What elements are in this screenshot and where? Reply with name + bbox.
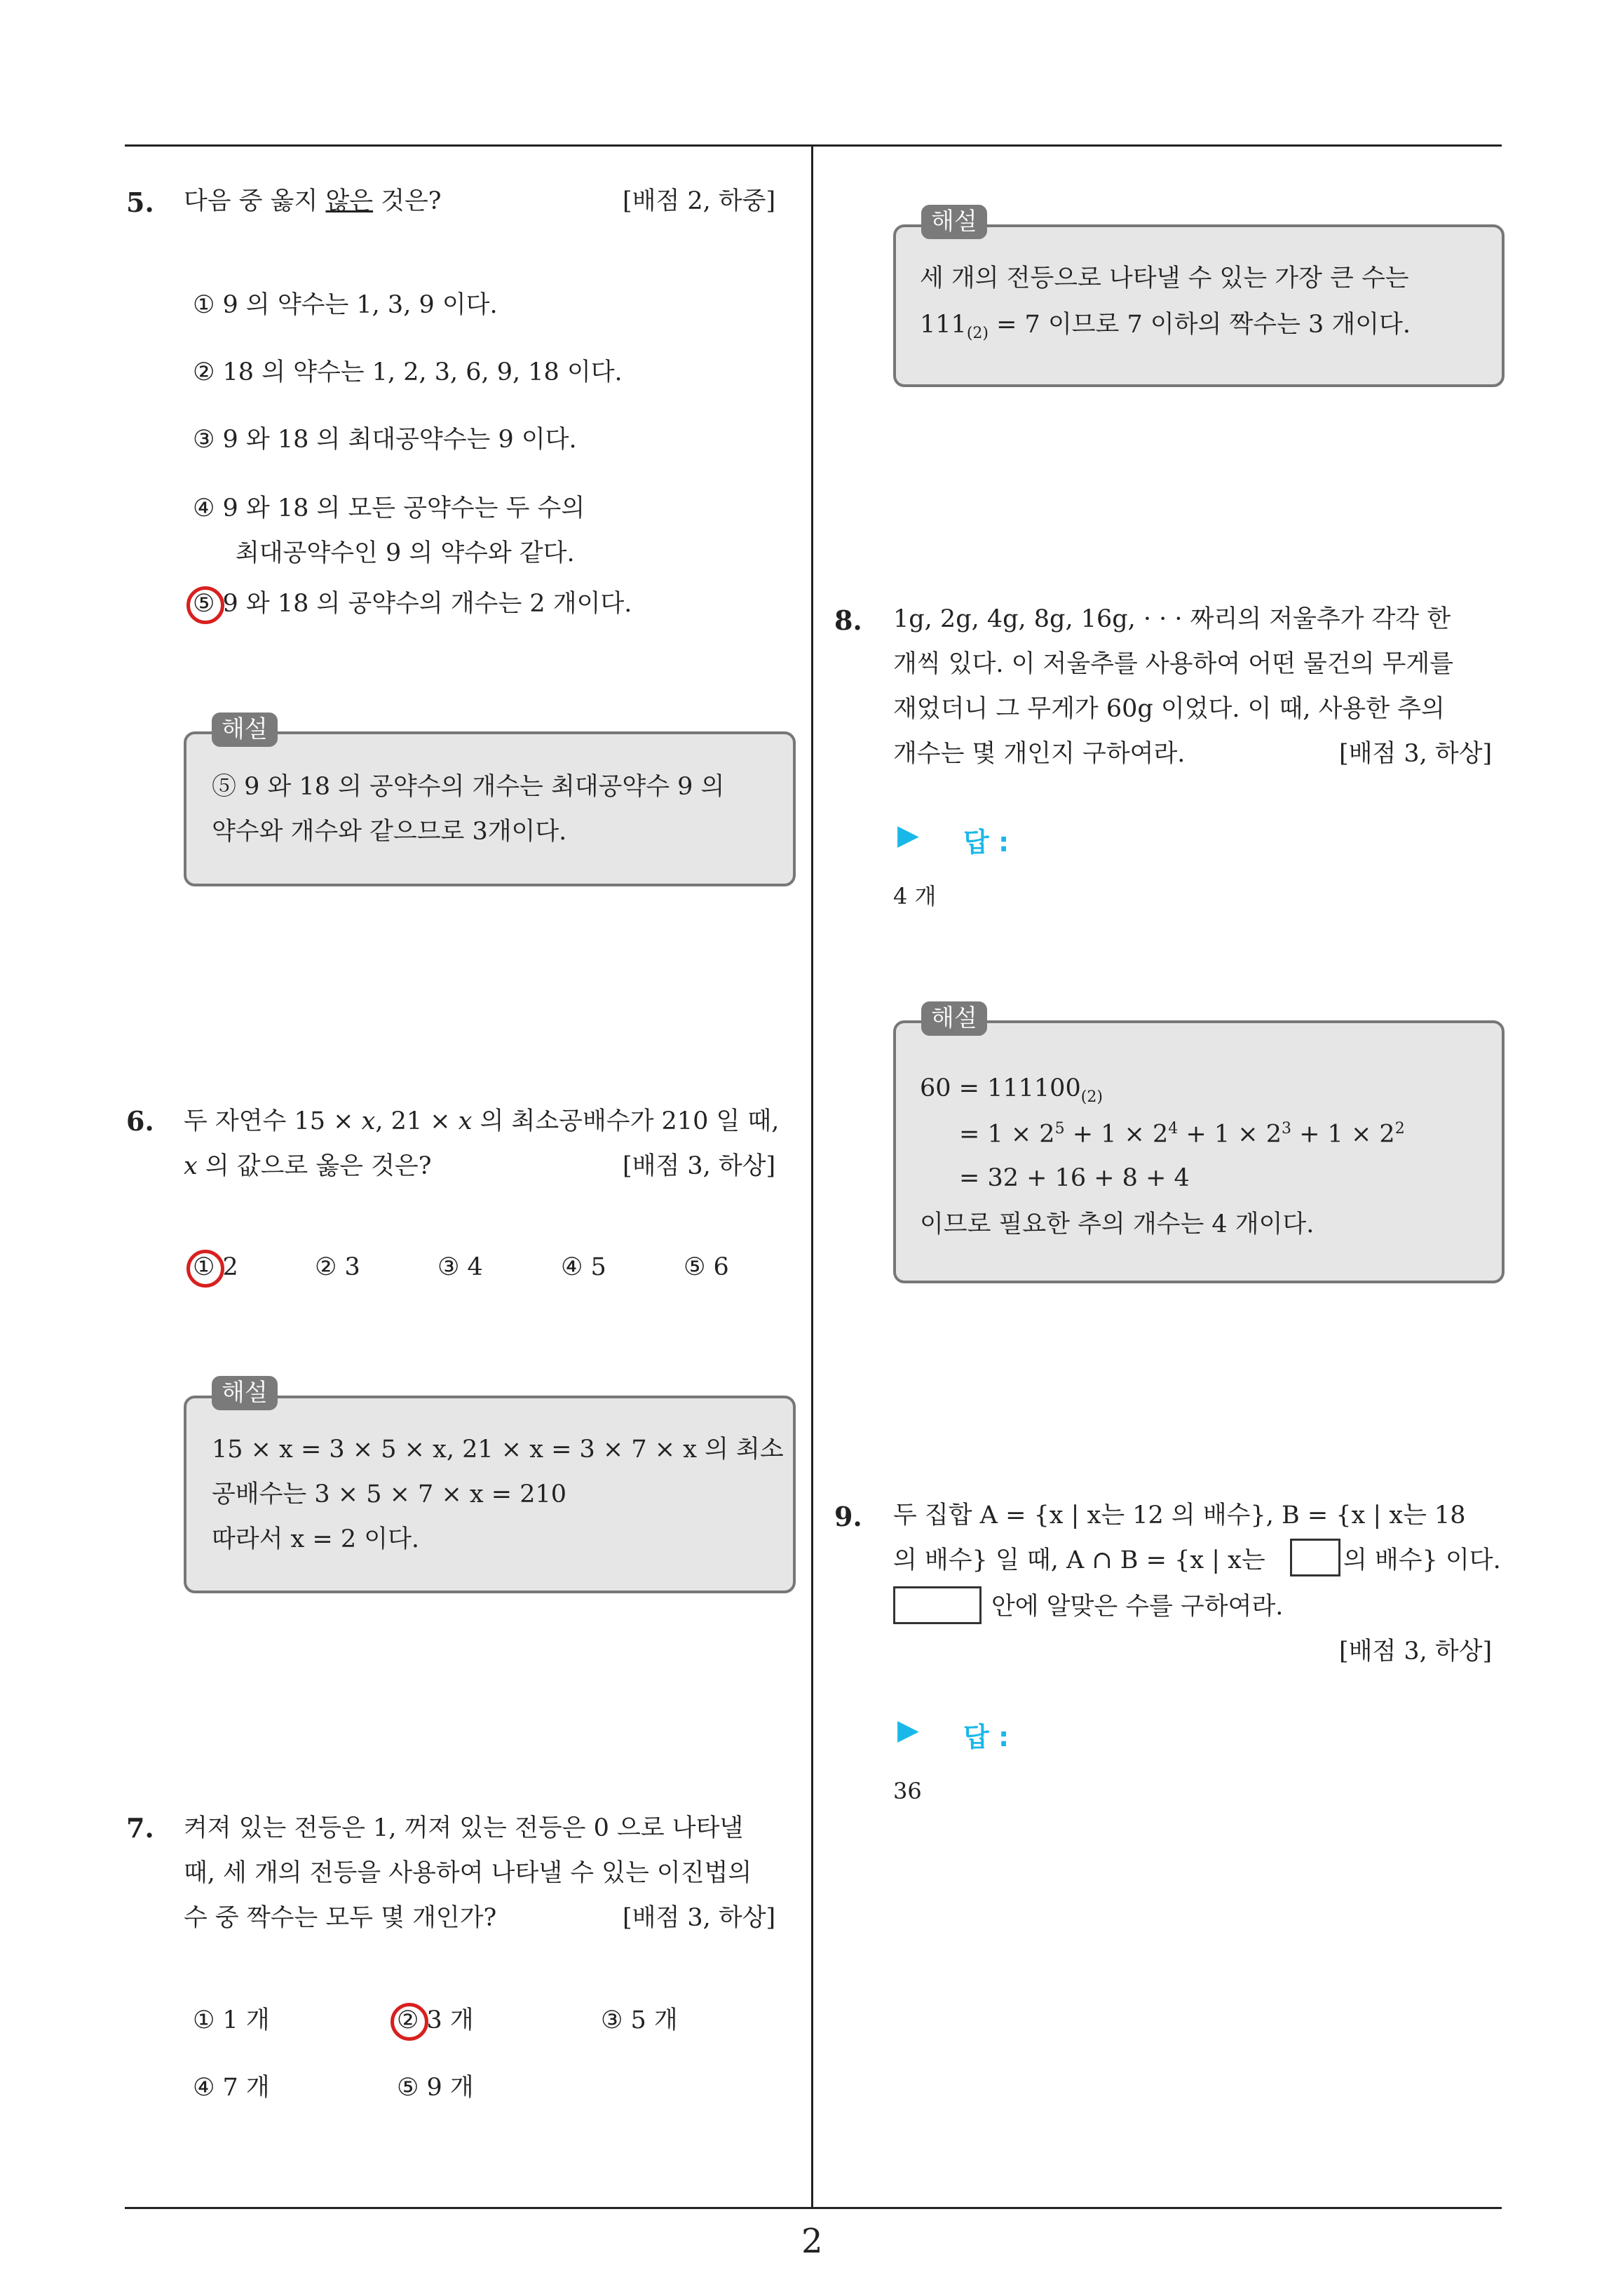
- column-divider: [811, 144, 813, 2208]
- solution-line: 공배수는 3 × 5 × 7 × x = 210: [212, 1480, 567, 1508]
- solution-line: $111_{(2)} = 7$ 이므로 7 이하의 짝수는 3 개이다.: [920, 311, 1411, 342]
- option-3[interactable]: ③ 9 와 18 의 최대공약수는 9 이다.: [193, 426, 577, 454]
- solution-line: $60 = 111100_{(2)}$: [920, 1074, 1103, 1106]
- option-1[interactable]: ① 1 개: [193, 2006, 270, 2034]
- answer-label: 답 :: [963, 1722, 1010, 1753]
- solution-line: = $1 \times 2^5 + 1 \times 2^4 + 1 \times 2^3 + 1 \times 2^2$: [959, 1120, 1405, 1149]
- question-stem-line1: 두 자연수 15 × x, 21 × x 의 최소공배수가 210 일 때,: [184, 1107, 780, 1135]
- answer-value: 36: [893, 1778, 922, 1804]
- selected-answer-mark: [186, 586, 224, 624]
- option-1[interactable]: ① 2: [193, 1253, 238, 1281]
- option-4[interactable]: ④ 5: [561, 1253, 606, 1281]
- option-5[interactable]: ⑤ 9 와 18 의 공약수의 개수는 2 개이다.: [193, 590, 632, 618]
- question-stem-line3: 재었더니 그 무게가 60g 이었다. 이 때, 사용한 추의: [893, 695, 1445, 723]
- question-stem-line3: 수 중 짝수는 모두 몇 개인가?: [184, 1904, 497, 1932]
- question-stem-line2b: 의 배수} 이다.: [1343, 1546, 1501, 1574]
- answer-value: 4 개: [893, 883, 937, 910]
- score-label: [배점 3, 하상]: [623, 1152, 776, 1180]
- option-4-continued: 최대공약수인 9 의 약수와 같다.: [236, 539, 575, 567]
- option-1[interactable]: ① 9 의 약수는 1, 3, 9 이다.: [193, 291, 498, 319]
- question-stem-line1: 1g, 2g, 4g, 8g, 16g, · · · 짜리의 저울추가 각각 한: [893, 605, 1451, 633]
- score-label: [배점 3, 하상]: [1339, 740, 1493, 768]
- solution-line: 따라서 x = 2 이다.: [212, 1525, 420, 1553]
- option-2[interactable]: ② 18 의 약수는 1, 2, 3, 6, 9, 18 이다.: [193, 358, 623, 386]
- answer-label: 답 :: [963, 827, 1010, 858]
- question-stem-line2: 개씩 있다. 이 저울추를 사용하여 어떤 물건의 무게를: [893, 650, 1454, 678]
- question-stem-line2: 때, 세 개의 전등을 사용하여 나타낼 수 있는 이진법의: [184, 1859, 752, 1887]
- question-stem-line4: 개수는 몇 개인지 구하여라.: [893, 740, 1186, 768]
- question-stem-line2: x 의 값으로 옳은 것은?: [184, 1152, 432, 1180]
- option-5[interactable]: ⑤ 9 개: [397, 2074, 474, 2102]
- selected-answer-mark: [186, 1250, 224, 1288]
- score-label: [배점 3, 하상]: [1339, 1637, 1493, 1666]
- solution-line: 15 × x = 3 × 5 × x, 21 × x = 3 × 7 × x 의 최소: [212, 1436, 784, 1464]
- option-5[interactable]: ⑤ 6: [684, 1253, 729, 1281]
- solution-line: 이므로 필요한 추의 개수는 4 개이다.: [920, 1210, 1315, 1238]
- option-2[interactable]: ② 3 개: [397, 2006, 474, 2034]
- blank-box[interactable]: [893, 1586, 982, 1624]
- solution-box: [184, 731, 796, 886]
- score-label: [배점 2, 하중]: [623, 187, 776, 215]
- solution-box: [893, 1020, 1505, 1283]
- solution-tag: 해설: [212, 1376, 278, 1410]
- option-4[interactable]: ④ 9 와 18 의 모든 공약수는 두 수의: [193, 494, 585, 522]
- question-stem: 다음 중 옳지 않은 것은?: [184, 187, 442, 215]
- solution-line: ⑤ 9 와 18 의 공약수의 개수는 최대공약수 9 의: [212, 773, 725, 801]
- score-label: [배점 3, 하상]: [623, 1904, 776, 1932]
- bottom-rule: [125, 2207, 1502, 2209]
- solution-box: [893, 224, 1505, 387]
- page-number: 2: [801, 2222, 823, 2261]
- selected-answer-mark: [391, 2003, 428, 2041]
- question-stem-line1: 두 집합 A = {x | x는 12 의 배수}, B = {x | x는 18: [893, 1501, 1466, 1529]
- solution-tag: 해설: [212, 713, 278, 747]
- solution-line: 세 개의 전등으로 나타낼 수 있는 가장 큰 수는: [920, 264, 1409, 292]
- question-stem-line2a: 의 배수} 일 때, A ∩ B = {x | x는: [893, 1546, 1265, 1574]
- option-3[interactable]: ③ 5 개: [601, 2006, 678, 2034]
- blank-box[interactable]: [1290, 1539, 1340, 1576]
- answer-arrow-icon: ▶: [897, 1714, 919, 1746]
- question-stem-line1: 켜져 있는 전등은 1, 꺼져 있는 전등은 0 으로 나타낼: [184, 1814, 744, 1842]
- question-number: 9.: [834, 1501, 862, 1532]
- answer-arrow-icon: ▶: [897, 819, 919, 851]
- option-4[interactable]: ④ 7 개: [193, 2074, 270, 2102]
- question-number: 5.: [126, 187, 154, 218]
- top-rule: [125, 144, 1502, 147]
- question-stem-line3: 안에 알맞은 수를 구하여라.: [991, 1593, 1284, 1621]
- solution-tag: 해설: [921, 1001, 987, 1036]
- solution-tag: 해설: [921, 205, 987, 239]
- question-number: 7.: [126, 1812, 154, 1844]
- question-number: 8.: [834, 605, 862, 636]
- question-number: 6.: [126, 1105, 154, 1137]
- solution-line: 약수와 개수와 같으므로 3개이다.: [212, 818, 567, 846]
- option-3[interactable]: ③ 4: [437, 1253, 483, 1281]
- solution-box: [184, 1396, 796, 1593]
- option-2[interactable]: ② 3: [315, 1253, 360, 1281]
- solution-line: = 32 + 16 + 8 + 4: [959, 1164, 1190, 1192]
